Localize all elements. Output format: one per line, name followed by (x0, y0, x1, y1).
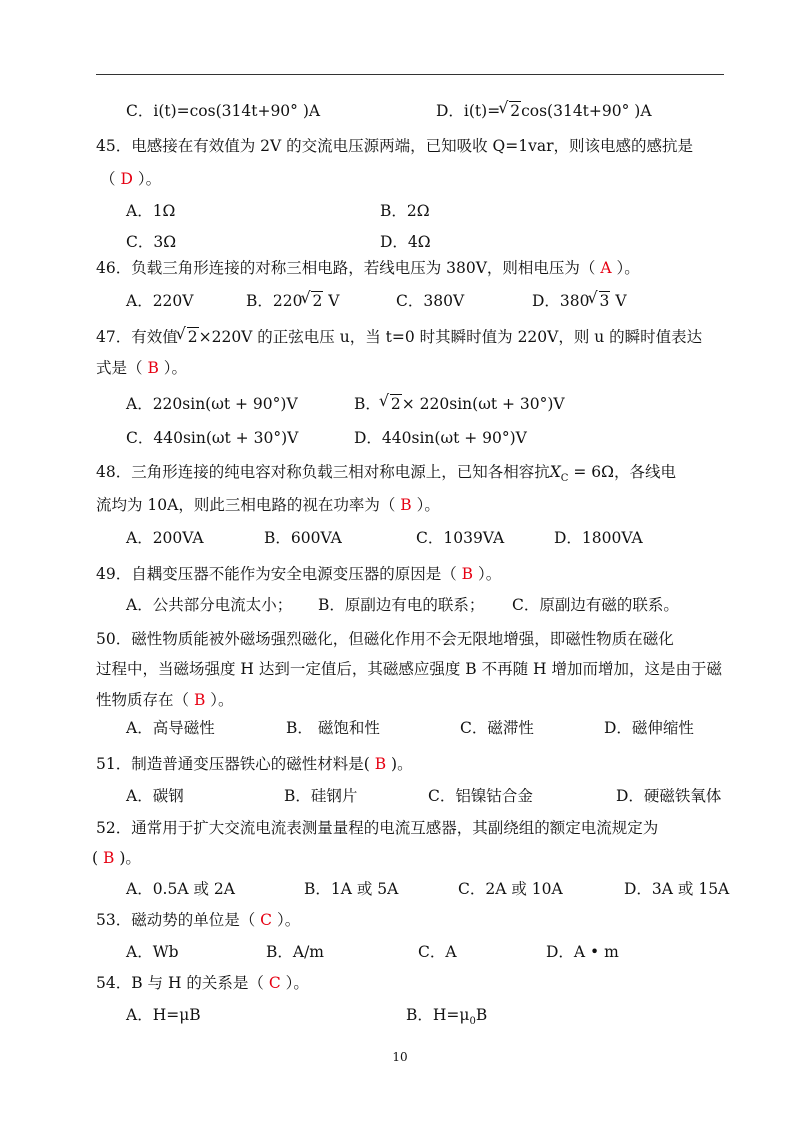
q46-option-d: D．380√ 3 V (532, 290, 627, 312)
q50-line3: 性物质存在（ B ）。 (96, 691, 234, 709)
q50-option-d: D．磁伸缩性 (604, 719, 694, 737)
q45-option-b: B．2Ω (380, 202, 430, 220)
q51-option-c: C．铝镍钴合金 (428, 787, 533, 805)
q52-stem: 52．通常用于扩大交流电流表测量量程的电流互感器，其副绕组的额定电流规定为 (96, 819, 659, 837)
q48-answer-line: 流均为 10A，则此三相电路的视在功率为（ B ）。 (96, 496, 440, 514)
q46-option-b: B．220√ 2 V (246, 290, 340, 312)
q48-stem: 48．三角形连接的纯电容对称负载三相对称电源上，已知各相容抗$X_C = 6\Omega$，各线电 (96, 463, 677, 485)
q48-option-d: D．1800VA (554, 529, 643, 547)
q51-option-d: D．硬磁铁氧体 (616, 787, 722, 805)
q47-option-b: B．√ 2× 220sin(ωt + 30°)V (354, 393, 565, 415)
q45-answer-line: （ D ）。 (100, 170, 162, 188)
q48-option-b: B．600VA (264, 529, 342, 547)
q51-stem: 51．制造普通变压器铁心的磁性材料是( B )。 (96, 755, 413, 773)
q45-stem: 45．电感接在有效值为 2V 的交流电压源两端，已知吸收 Q=1var，则该电感的感抗是 (96, 137, 694, 155)
q54-option-b: B．$H=\mu_0B$ (406, 1006, 488, 1028)
q54-stem: 54．B 与 H 的关系是（ C ）。 (96, 974, 309, 992)
q48-option-a: A．200VA (126, 529, 204, 547)
q45-answer: D (120, 170, 133, 188)
q47-option-a: A．220sin(ωt + 90°)V (126, 395, 298, 413)
q47-option-c: C．440sin(ωt + 30°)V (126, 429, 299, 447)
q52-option-b: B．1A 或 5A (304, 880, 399, 898)
q47-stem: 47．有效值√ 2×220V 的正弦电压 u，当 t=0 时其瞬时值为 220V，则 u 的瞬时值表达 (96, 326, 730, 348)
q52-option-a: A．0.5A 或 2A (126, 880, 235, 898)
q48-answer: B (400, 496, 412, 514)
q50-answer: B (193, 691, 206, 709)
q50-line2: 过程中，当磁场强度 H 达到一定值后，其磁感应强度 B 不再随 H 增加而增加，这是由于磁 (96, 660, 722, 678)
page-number: 10 (392, 1050, 408, 1064)
q54-answer: C (268, 974, 281, 992)
q49-answer: B (461, 565, 474, 583)
q44-option-d: D．i(t)=√ 2cos(314t+90° )A (436, 100, 652, 122)
q45-option-d: D．4Ω (380, 233, 431, 251)
q47-answer-line: 式是（ B ）。 (96, 359, 188, 377)
q45-option-a: A．1Ω (126, 202, 176, 220)
q53-answer: C (260, 911, 273, 929)
q52-answer: B (103, 849, 115, 867)
q50-option-b: B． 磁饱和性 (286, 719, 380, 737)
q53-option-a: A．Wb (126, 943, 179, 961)
q49-option-c: C．原副边有磁的联系。 (512, 596, 679, 614)
q53-stem: 53．磁动势的单位是（ C ）。 (96, 911, 301, 929)
header-rule (96, 74, 724, 75)
q49-option-b: B．原副边有电的联系； (318, 596, 485, 614)
q53-option-d: D．A • m (546, 943, 619, 961)
q46-answer: A (600, 259, 612, 277)
q48-option-c: C．1039VA (416, 529, 505, 547)
q52-answer-line: ( B )。 (92, 849, 141, 867)
q50-option-a: A．高导磁性 (126, 719, 215, 737)
q45-option-c: C．3Ω (126, 233, 177, 251)
q52-option-c: C．2A 或 10A (458, 880, 563, 898)
q51-option-a: A．碳钢 (126, 787, 184, 805)
q53-option-b: B．A/m (266, 943, 325, 961)
q46-option-a: A．220V (126, 292, 194, 310)
q54-option-a: A．H=μB (126, 1006, 201, 1024)
q50-line1: 50．磁性物质能被外磁场强烈磁化，但磁化作用不会无限地增强，即磁性物质在磁化 (96, 630, 674, 648)
q47-option-d: D．440sin(ωt + 90°)V (354, 429, 527, 447)
q49-option-a: A．公共部分电流太小； (126, 596, 293, 614)
q47-answer: B (147, 359, 159, 377)
q44-option-c: C．i(t)=cos(314t+90° )A (126, 102, 321, 120)
q46-stem: 46．负载三角形连接的对称三相电路，若线电压为 380V，则相电压为（ A ）。 (96, 259, 640, 277)
q51-answer: B (374, 755, 387, 773)
q52-option-d: D．3A 或 15A (624, 880, 730, 898)
q53-option-c: C．A (418, 943, 457, 961)
q50-option-c: C．磁滞性 (460, 719, 534, 737)
q49-stem: 49．自耦变压器不能作为安全电源变压器的原因是（ B ）。 (96, 565, 502, 583)
q46-option-c: C．380V (396, 292, 465, 310)
q51-option-b: B．硅钢片 (284, 787, 358, 805)
